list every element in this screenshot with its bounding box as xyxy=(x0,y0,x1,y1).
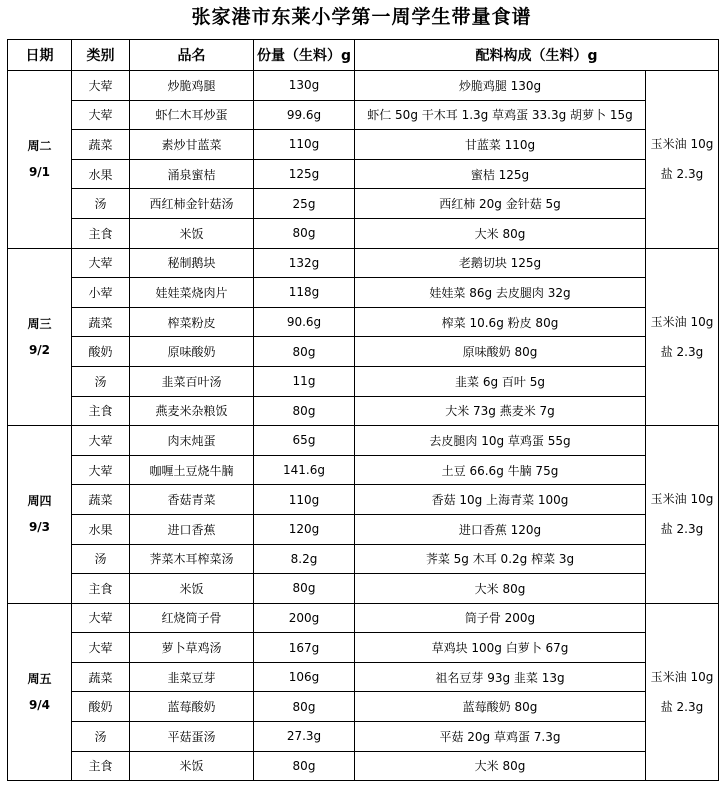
category-cell: 大荤 xyxy=(72,633,130,663)
category-cell: 大荤 xyxy=(72,455,130,485)
category-cell: 蔬菜 xyxy=(72,662,130,692)
portion-cell: 120g xyxy=(254,514,355,544)
portion-cell: 80g xyxy=(254,337,355,367)
ingredients-cell: 去皮腿肉 10g 草鸡蛋 55g xyxy=(355,426,646,456)
date-label: 9/2 xyxy=(28,342,51,357)
ingredients-cell: 香菇 10g 上海青菜 100g xyxy=(355,485,646,515)
day-cell xyxy=(8,603,72,781)
category-cell: 大荤 xyxy=(72,426,130,456)
portion-cell: 8.2g xyxy=(254,544,355,574)
portion-cell: 200g xyxy=(254,603,355,633)
category-cell: 汤 xyxy=(72,189,130,219)
table-row xyxy=(8,426,719,456)
header-date: 日期 xyxy=(8,40,72,71)
table-row xyxy=(8,396,719,426)
portion-cell: 80g xyxy=(254,692,355,722)
category-cell: 蔬菜 xyxy=(72,130,130,160)
category-cell: 大荤 xyxy=(72,100,130,130)
table-row xyxy=(8,248,719,278)
dish-cell: 虾仁木耳炒蛋 xyxy=(130,100,254,130)
portion-cell: 80g xyxy=(254,396,355,426)
date-label: 9/3 xyxy=(28,520,51,535)
dish-cell: 涌泉蜜桔 xyxy=(130,159,254,189)
header-row xyxy=(8,40,719,71)
ingredients-cell: 草鸡块 100g 白萝卜 67g xyxy=(355,633,646,663)
day-group xyxy=(8,603,719,781)
ingredients-cell: 老鹅切块 125g xyxy=(355,248,646,278)
portion-cell: 141.6g xyxy=(254,455,355,485)
header-dish: 品名 xyxy=(130,40,254,71)
table-row xyxy=(8,307,719,337)
oil-amount: 玉米油 10g xyxy=(650,669,714,684)
weekday-label: 周四 xyxy=(27,494,52,509)
table-row xyxy=(8,633,719,663)
portion-cell: 130g xyxy=(254,71,355,101)
portion-cell: 118g xyxy=(254,278,355,308)
condiment-cell xyxy=(646,71,719,249)
day-cell xyxy=(8,71,72,249)
dish-cell: 韭菜百叶汤 xyxy=(130,366,254,396)
category-cell: 蔬菜 xyxy=(72,307,130,337)
ingredients-cell: 榨菜 10.6g 粉皮 80g xyxy=(355,307,646,337)
category-cell: 主食 xyxy=(72,218,130,248)
portion-cell: 27.3g xyxy=(254,722,355,752)
dish-cell: 香菇青菜 xyxy=(130,485,254,515)
dish-cell: 荠菜木耳榨菜汤 xyxy=(130,544,254,574)
portion-cell: 65g xyxy=(254,426,355,456)
table-row xyxy=(8,751,719,781)
ingredients-cell: 原味酸奶 80g xyxy=(355,337,646,367)
dish-cell: 平菇蛋汤 xyxy=(130,722,254,752)
ingredients-cell: 平菇 20g 草鸡蛋 7.3g xyxy=(355,722,646,752)
category-cell: 主食 xyxy=(72,396,130,426)
table-row xyxy=(8,218,719,248)
category-cell: 大荤 xyxy=(72,248,130,278)
dish-cell: 咖喱土豆烧牛腩 xyxy=(130,455,254,485)
table-row xyxy=(8,71,719,101)
date-label: 9/4 xyxy=(28,697,51,712)
table-row xyxy=(8,455,719,485)
day-cell xyxy=(8,426,72,604)
category-cell: 主食 xyxy=(72,751,130,781)
weekday-label: 周五 xyxy=(27,671,52,686)
dish-cell: 蓝莓酸奶 xyxy=(130,692,254,722)
table-row xyxy=(8,722,719,752)
dish-cell: 韭菜豆芽 xyxy=(130,662,254,692)
dish-cell: 进口香蕉 xyxy=(130,514,254,544)
category-cell: 汤 xyxy=(72,544,130,574)
category-cell: 主食 xyxy=(72,574,130,604)
ingredients-cell: 蜜桔 125g xyxy=(355,159,646,189)
category-cell: 小荤 xyxy=(72,278,130,308)
day-group xyxy=(8,248,719,426)
portion-cell: 125g xyxy=(254,159,355,189)
table-row xyxy=(8,662,719,692)
portion-cell: 80g xyxy=(254,574,355,604)
portion-cell: 99.6g xyxy=(254,100,355,130)
dish-cell: 秘制鹅块 xyxy=(130,248,254,278)
dish-cell: 原味酸奶 xyxy=(130,337,254,367)
dish-cell: 米饭 xyxy=(130,574,254,604)
portion-cell: 80g xyxy=(254,218,355,248)
header-category: 类别 xyxy=(72,40,130,71)
category-cell: 水果 xyxy=(72,514,130,544)
oil-amount: 玉米油 10g xyxy=(650,314,714,329)
category-cell: 大荤 xyxy=(72,71,130,101)
portion-cell: 11g xyxy=(254,366,355,396)
ingredients-cell: 虾仁 50g 干木耳 1.3g 草鸡蛋 33.3g 胡萝卜 15g xyxy=(355,100,646,130)
dish-cell: 燕麦米杂粮饭 xyxy=(130,396,254,426)
dish-cell: 榨菜粉皮 xyxy=(130,307,254,337)
ingredients-cell: 蓝莓酸奶 80g xyxy=(355,692,646,722)
day-group xyxy=(8,71,719,249)
dish-cell: 红烧筒子骨 xyxy=(130,603,254,633)
ingredients-cell: 土豆 66.6g 牛腩 75g xyxy=(355,455,646,485)
salt-amount: 盐 2.3g xyxy=(660,167,704,182)
header-portion: 份量（生料）g xyxy=(254,40,355,71)
table-row xyxy=(8,514,719,544)
ingredients-cell: 进口香蕉 120g xyxy=(355,514,646,544)
dish-cell: 娃娃菜烧肉片 xyxy=(130,278,254,308)
header-ingredients: 配料构成（生料）g xyxy=(355,40,719,71)
menu-table xyxy=(7,39,719,781)
salt-amount: 盐 2.3g xyxy=(660,344,704,359)
portion-cell: 167g xyxy=(254,633,355,663)
table-row xyxy=(8,189,719,219)
ingredients-cell: 荠菜 5g 木耳 0.2g 榨菜 3g xyxy=(355,544,646,574)
category-cell: 酸奶 xyxy=(72,692,130,722)
portion-cell: 90.6g xyxy=(254,307,355,337)
condiment-cell xyxy=(646,248,719,426)
dish-cell: 炒脆鸡腿 xyxy=(130,71,254,101)
date-label: 9/1 xyxy=(28,165,51,180)
condiment-cell xyxy=(646,426,719,604)
ingredients-cell: 甘蓝菜 110g xyxy=(355,130,646,160)
day-group xyxy=(8,426,719,604)
portion-cell: 106g xyxy=(254,662,355,692)
table-row xyxy=(8,337,719,367)
table-row xyxy=(8,100,719,130)
ingredients-cell: 大米 80g xyxy=(355,574,646,604)
table-row xyxy=(8,692,719,722)
ingredients-cell: 大米 80g xyxy=(355,751,646,781)
weekday-label: 周二 xyxy=(27,139,52,154)
ingredients-cell: 韭菜 6g 百叶 5g xyxy=(355,366,646,396)
category-cell: 蔬菜 xyxy=(72,485,130,515)
weekday-label: 周三 xyxy=(27,316,52,331)
dish-cell: 萝卜草鸡汤 xyxy=(130,633,254,663)
dish-cell: 米饭 xyxy=(130,218,254,248)
ingredients-cell: 大米 80g xyxy=(355,218,646,248)
table-row xyxy=(8,130,719,160)
category-cell: 酸奶 xyxy=(72,337,130,367)
day-cell xyxy=(8,248,72,426)
portion-cell: 132g xyxy=(254,248,355,278)
dish-cell: 西红柿金针菇汤 xyxy=(130,189,254,219)
ingredients-cell: 娃娃菜 86g 去皮腿肉 32g xyxy=(355,278,646,308)
table-row xyxy=(8,485,719,515)
portion-cell: 25g xyxy=(254,189,355,219)
dish-cell: 素炒甘蓝菜 xyxy=(130,130,254,160)
portion-cell: 110g xyxy=(254,485,355,515)
condiment-cell xyxy=(646,603,719,781)
ingredients-cell: 炒脆鸡腿 130g xyxy=(355,71,646,101)
category-cell: 水果 xyxy=(72,159,130,189)
oil-amount: 玉米油 10g xyxy=(650,137,714,152)
ingredients-cell: 祖名豆芽 93g 韭菜 13g xyxy=(355,662,646,692)
ingredients-cell: 西红柿 20g 金针菇 5g xyxy=(355,189,646,219)
dish-cell: 米饭 xyxy=(130,751,254,781)
table-row xyxy=(8,278,719,308)
table-row xyxy=(8,603,719,633)
oil-amount: 玉米油 10g xyxy=(650,492,714,507)
table-row xyxy=(8,544,719,574)
category-cell: 汤 xyxy=(72,366,130,396)
page-title: 张家港市东莱小学第一周学生带量食谱 xyxy=(191,6,532,28)
ingredients-cell: 筒子骨 200g xyxy=(355,603,646,633)
salt-amount: 盐 2.3g xyxy=(660,522,704,537)
dish-cell: 肉末炖蛋 xyxy=(130,426,254,456)
salt-amount: 盐 2.3g xyxy=(660,699,704,714)
category-cell: 汤 xyxy=(72,722,130,752)
table-row xyxy=(8,366,719,396)
ingredients-cell: 大米 73g 燕麦米 7g xyxy=(355,396,646,426)
category-cell: 大荤 xyxy=(72,603,130,633)
portion-cell: 110g xyxy=(254,130,355,160)
portion-cell: 80g xyxy=(254,751,355,781)
table-row xyxy=(8,574,719,604)
table-row xyxy=(8,159,719,189)
